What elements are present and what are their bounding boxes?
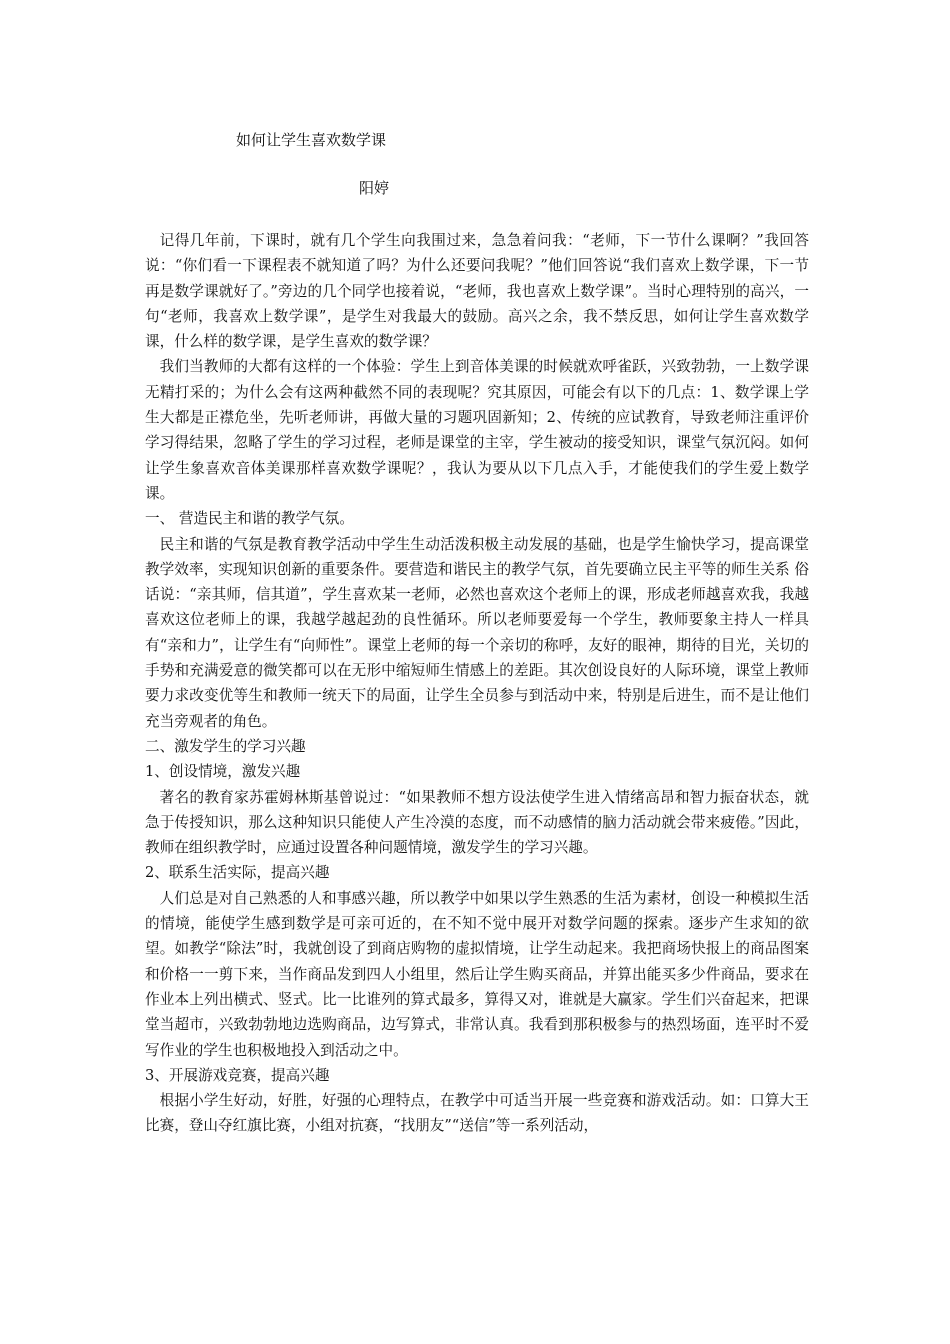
paragraph: 根据小学生好动，好胜，好强的心理特点，在教学中可适当开展一些竞赛和游戏活动。如：口算大王比赛，登山夺红旗比赛，小组对抗赛，“找朋友”“送信”等一系列活动，: [145, 1092, 809, 1135]
document-author: 阳婷: [359, 179, 390, 197]
document-title: 如何让学生喜欢数学课: [236, 131, 387, 149]
section-heading: 一、 营造民主和谐的教学气氛。: [145, 510, 354, 528]
paragraph: 著名的教育家苏霍姆林斯基曾说过：“如果教师不想方设法使学生进入情绪高昂和智力振奋状态，就急于传授知识，那么这种知识只能使人产生冷漠的态度，而不动感情的脑力活动就会带来疲倦。”因此，教师在组织教学时，应通过设置各种问题情境，激发学生的学习兴趣。: [145, 788, 809, 857]
paragraph: 我们当教师的大都有这样的一个体验：学生上到音体美课的时候就欢呼雀跃，兴致勃勃，一上数学课无精打采的；为什么会有这两种截然不同的表现呢？究其原因，可能会有以下的几点：1、数学课上学生大都是正襟危坐，先听老师讲，再做大量的习题巩固新知；2、传统的应试教育，导致老师注重评价学习得结果，忽略了学生的学习过程，老师是课堂的主宰，学生被动的接受知识，课堂气氛沉闷。如何让学生象喜欢音体美课那样喜欢数学课呢？，我认为要从以下几点入手，才能使我们的学生爱上数学课。: [145, 358, 809, 502]
paragraph: 人们总是对自己熟悉的人和事感兴趣，所以教学中如果以学生熟悉的生活为素材，创设一种模拟生活的情境，能使学生感到数学是可亲可近的，在不知不觉中展开对数学问题的探索。逐步产生求知的欲望。如教学“除法”时，我就创设了到商店购物的虚拟情境，让学生动起来。我把商场快报上的商品图案和价格一一剪下来，当作商品发到四人小组里，然后让学生购买商品，并算出能买多少件商品，要求在作业本上列出横式、竖式。比一比谁列的算式最多，算得又对，谁就是大赢家。学生们兴奋起来，把课堂当超市，兴致勃勃地边选购商品，边写算式，非常认真。我看到那积极参与的热烈场面，连平时不爱写作业的学生也积极地投入到活动之中。: [145, 889, 809, 1059]
subsection-heading: 3、开展游戏竞赛，提高兴趣: [145, 1066, 330, 1084]
document-body: [145, 228, 809, 1139]
section-heading: 二、激发学生的学习兴趣: [145, 737, 306, 755]
subsection-heading: 1、创设情境，激发兴趣: [145, 763, 301, 781]
paragraph: 记得几年前，下课时，就有几个学生向我围过来，急急着问我：“老师，下一节什么课啊？”我回答说：“你们看一下课程表不就知道了吗？为什么还要问我呢？”他们回答说“我们喜欢上数学课，下一节再是数学课就好了。”旁边的几个同学也接着说，“老师，我也喜欢上数学课”。当时心理特别的高兴，一句“老师，我喜欢上数学课”，是学生对我最大的鼓励。高兴之余，我不禁反思，如何让学生喜欢数学课，什么样的数学课，是学生喜欢的数学课？: [145, 232, 809, 351]
subsection-heading: 2、联系生活实际，提高兴趣: [145, 864, 330, 882]
paragraph: 民主和谐的气氛是教育教学活动中学生生动活泼积极主动发展的基础，也是学生愉快学习，提高课堂教学效率，实现知识创新的重要条件。要营造和谐民主的教学气氛，首先要确立民主平等的师生关系 俗话说：“亲其师，信其道”，学生喜欢某一老师，必然也喜欢这个老师上的课，形成老师越喜欢我，我越喜欢这位老师上的课，我越学越起劲的良性循环。所以老师要爱每一个学生，教师要象主持人一样具有“亲和力”，让学生有“向师性”。课堂上老师的每一个亲切的称呼，友好的眼神，期待的目光，关切的手势和充满爱意的微笑都可以在无形中缩短师生情感上的差距。其次创设良好的人际环境，课堂上教师要力求改变优等生和教师一统天下的局面，让学生全员参与到活动中来，特别是后进生，而不是让他们充当旁观者的角色。: [145, 535, 809, 730]
